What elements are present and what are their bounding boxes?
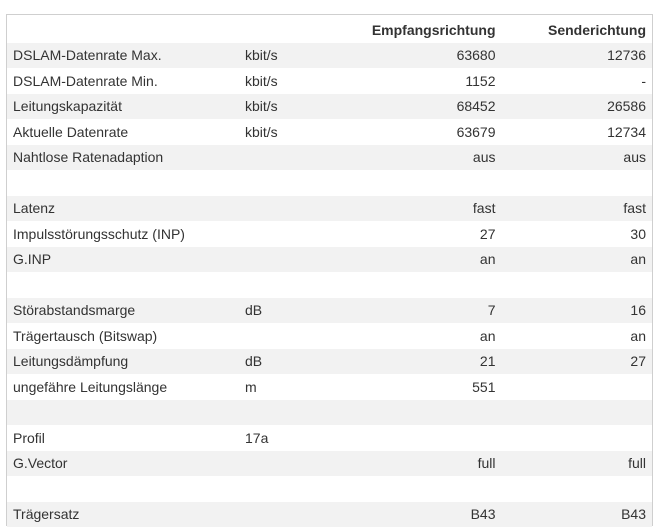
row-unit: kbit/s: [245, 72, 278, 89]
row-label: Profil: [13, 429, 45, 446]
row-unit: [239, 145, 351, 171]
header-unit: [239, 15, 351, 43]
header-label: [7, 15, 239, 43]
header-downstream: Empfangsrichtung: [371, 21, 496, 38]
row-downstream-value: 27: [479, 225, 496, 242]
row-downstream-value: fast: [351, 196, 502, 222]
row-upstream-value: B43: [502, 502, 653, 528]
row-label: Störabstandsmarge: [7, 298, 239, 324]
row-unit: [239, 196, 351, 222]
row-downstream-value: full: [351, 451, 502, 477]
row-label: [7, 400, 239, 426]
row-downstream-value: [351, 170, 502, 196]
table-row: [7, 68, 652, 94]
row-upstream-value: aus: [502, 145, 653, 171]
row-upstream-value: 12734: [607, 123, 646, 140]
row-upstream-value: 16: [502, 298, 653, 324]
row-downstream-value: 1152: [465, 72, 496, 89]
row-label: Aktuelle Datenrate: [13, 123, 129, 140]
table-row: [7, 323, 652, 349]
spacer-row: [7, 272, 652, 298]
row-upstream-value: 30: [630, 225, 646, 242]
table-row: [7, 196, 652, 222]
table-row: [7, 451, 652, 477]
row-downstream-value: 68452: [351, 94, 502, 120]
table-row: [7, 145, 652, 171]
row-unit: dB: [239, 298, 351, 324]
table-row: [7, 43, 652, 69]
table-row: [7, 221, 652, 247]
table-row: [7, 247, 652, 273]
row-downstream-value: 551: [472, 378, 496, 395]
table-row: [7, 374, 652, 400]
spacer-row: [7, 170, 652, 196]
row-unit: kbit/s: [239, 94, 351, 120]
spacer-row: [7, 400, 652, 426]
row-upstream-value: [502, 425, 653, 451]
table-header-row: [7, 15, 652, 43]
row-upstream-value: 12736: [502, 43, 653, 69]
row-unit: [239, 502, 351, 528]
row-upstream-value: full: [502, 451, 653, 477]
row-label: Leitungsdämpfung: [7, 349, 239, 375]
row-unit: [239, 272, 351, 298]
row-label: Latenz: [7, 196, 239, 222]
row-downstream-value: [351, 272, 502, 298]
spacer-row: [7, 476, 652, 502]
row-label: ungefähre Leitungslänge: [13, 378, 168, 395]
table-row: [7, 94, 652, 120]
row-upstream-value: fast: [502, 196, 653, 222]
row-downstream-value: 7: [351, 298, 502, 324]
row-unit: kbit/s: [239, 43, 351, 69]
table-row: [7, 502, 652, 528]
row-unit: [239, 170, 351, 196]
row-unit: [239, 323, 351, 349]
row-unit: [239, 221, 351, 247]
row-label: G.Vector: [7, 451, 239, 477]
row-downstream-value: 63680: [351, 43, 502, 69]
row-downstream-value: 63679: [456, 123, 496, 140]
row-label: Impulsstörungsschutz (INP): [13, 225, 185, 242]
row-unit: m: [245, 378, 257, 395]
row-upstream-value: [502, 400, 653, 426]
row-unit: [239, 400, 351, 426]
row-unit: [239, 476, 351, 502]
row-downstream-value: [351, 476, 502, 502]
row-unit: dB: [239, 349, 351, 375]
row-downstream-value: B43: [351, 502, 502, 528]
row-label: DSLAM-Datenrate Max.: [7, 43, 239, 69]
row-downstream-value: an: [479, 327, 496, 344]
row-unit: 17a: [245, 429, 269, 446]
dsl-info-table: [7, 15, 652, 527]
row-downstream-value: 21: [351, 349, 502, 375]
row-downstream-value: aus: [351, 145, 502, 171]
row-label: Nahtlose Ratenadaption: [7, 145, 239, 171]
row-upstream-value: 26586: [502, 94, 653, 120]
row-upstream-value: [502, 272, 653, 298]
row-label: Leitungskapazität: [7, 94, 239, 120]
row-upstream-value: an: [502, 247, 653, 273]
table-row: [7, 298, 652, 324]
row-unit: [239, 451, 351, 477]
table-row: [7, 425, 652, 451]
row-downstream-value: an: [351, 247, 502, 273]
row-label: DSLAM-Datenrate Min.: [13, 72, 158, 89]
row-upstream-value: [502, 170, 653, 196]
row-downstream-value: [351, 400, 502, 426]
row-upstream-value: [502, 374, 653, 400]
table-row: [7, 119, 652, 145]
row-downstream-value: [351, 425, 502, 451]
row-label: Trägertausch (Bitswap): [13, 327, 158, 344]
row-upstream-value: [502, 476, 653, 502]
row-unit: [239, 247, 351, 273]
row-label: Trägersatz: [7, 502, 239, 528]
dsl-info-panel: [6, 14, 653, 526]
row-label: G.INP: [7, 247, 239, 273]
header-upstream: Senderichtung: [547, 21, 646, 38]
row-label: [7, 272, 239, 298]
row-label: [7, 476, 239, 502]
row-unit: kbit/s: [245, 123, 278, 140]
row-upstream-value: an: [630, 327, 646, 344]
row-upstream-value: 27: [502, 349, 653, 375]
table-row: [7, 349, 652, 375]
row-upstream-value: -: [641, 72, 646, 89]
row-label: [7, 170, 239, 196]
